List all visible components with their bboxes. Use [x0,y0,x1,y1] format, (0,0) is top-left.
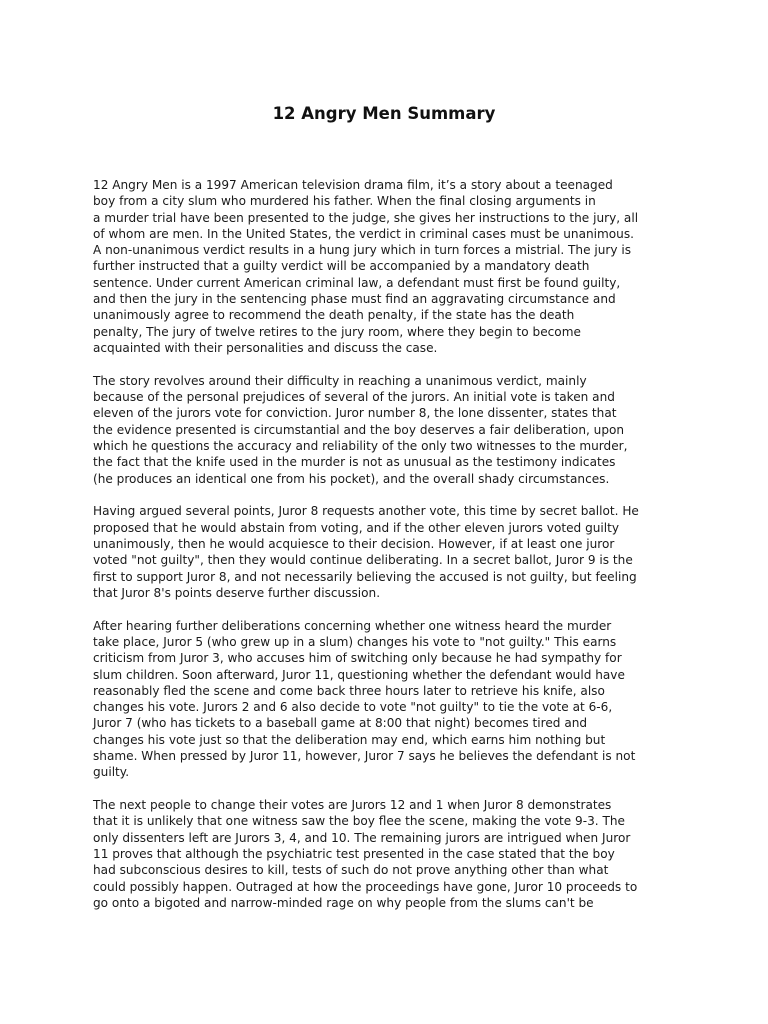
text-line: eleven of the jurors vote for conviction. Juror number 8, the lone dissenter, states that [93,406,617,421]
text-line: changes his vote just so that the deliberation may end, which earns him nothing but [93,732,606,747]
document-title: 12 Angry Men Summary [272,104,496,123]
text-line: Juror 7 (who has tickets to a baseball game at 8:00 that night) becomes tired and [93,716,588,731]
text-line: that it is unlikely that one witness saw the boy flee the scene, making the vote 9-3. The [93,814,625,829]
text-line: could possibly happen. Outraged at how the proceedings have gone, Juror 10 proceeds to [93,879,638,894]
text-line: unanimously agree to recommend the death penalty, if the state has the death [93,308,575,323]
text-line: voted "not guilty", then they would continue deliberating. In a secret ballot, Juror 9 is the [93,553,633,568]
text-line: boy from a city slum who murdered his father. When the final closing arguments in [93,194,596,209]
paragraph [93,797,693,911]
text-line: further instructed that a guilty verdict will be accompanied by a mandatory death [93,259,590,274]
text-line: proposed that he would abstain from voting, and if the other eleven jurors voted guilty [93,520,620,535]
paragraph [93,177,693,356]
text-line: a murder trial have been presented to the judge, she gives her instructions to the jury, all [93,210,639,225]
text-line: the evidence presented is circumstantial and the boy deserves a fair deliberation, upon [93,422,625,437]
text-line: penalty, The jury of twelve retires to the jury room, where they begin to become [93,324,581,339]
text-line: because of the personal prejudices of several of the jurors. An initial vote is taken and [93,390,615,405]
paragraph [93,373,693,487]
text-line: The next people to change their votes are Jurors 12 and 1 when Juror 8 demonstrates [93,798,612,813]
text-line: (he produces an identical one from his pocket), and the overall shady circumstances. [93,471,610,486]
text-line: shame. When pressed by Juror 11, however, Juror 7 says he believes the defendant is not [93,749,636,763]
text-line: 11 proves that although the psychiatric test presented in the case stated that the boy [93,846,615,861]
text-line: that Juror 8's points deserve further discussion. [93,585,381,600]
paragraph [93,503,693,601]
text-line: changes his vote. Jurors 2 and 6 also decide to vote "not guilty" to tie the vote at 6-6, [93,700,613,715]
text-line: go onto a bigoted and narrow-minded rage on why people from the slums can't be [93,895,594,910]
paragraph [93,618,693,781]
text-line: After hearing further deliberations concerning whether one witness heard the murder [93,618,612,633]
text-line: reasonably fled the scene and come back three hours later to retrieve his knife, also [93,683,605,698]
text-line: and then the jury in the sentencing phase must find an aggravating circumstance and [93,292,616,307]
text-line: guilty. [93,765,130,780]
text-line: acquainted with their personalities and discuss the case. [93,340,438,355]
text-line: of whom are men. In the United States, the verdict in criminal cases must be unanimous. [93,226,634,241]
text-line: unanimously, then he would acquiesce to their decision. However, if at least one juror [93,536,615,551]
text-line: Having argued several points, Juror 8 requests another vote, this time by secret ballot. He [93,504,639,519]
text-line: A non-unanimous verdict results in a hung jury which in turn forces a mistrial. The jury is [93,243,632,258]
text-line: take place, Juror 5 (who grew up in a slum) changes his vote to "not guilty." This earns [93,634,617,649]
text-line: first to support Juror 8, and not necessarily believing the accused is not guilty, but feeling [93,569,637,584]
text-line: 12 Angry Men is a 1997 American television drama film, it’s a story about a teenaged [93,178,613,192]
text-line: slum children. Soon afterward, Juror 11, questioning whether the defendant would have [93,667,625,682]
text-line: only dissenters left are Jurors 3, 4, and 10. The remaining jurors are intrigued when Juror [93,830,631,845]
text-line: The story revolves around their difficulty in reaching a unanimous verdict, mainly [93,373,587,388]
document-body [93,177,693,928]
text-line: had subconscious desires to kill, tests of such do not prove anything other than what [93,863,609,878]
text-line: criticism from Juror 3, who accuses him of switching only because he had sympathy for [93,651,622,666]
text-line: sentence. Under current American criminal law, a defendant must first be found guilty, [93,275,621,290]
text-line: which he questions the accuracy and reliability of the only two witnesses to the murder, [93,438,628,453]
text-line: the fact that the knife used in the murder is not as unusual as the testimony indicates [93,455,616,470]
